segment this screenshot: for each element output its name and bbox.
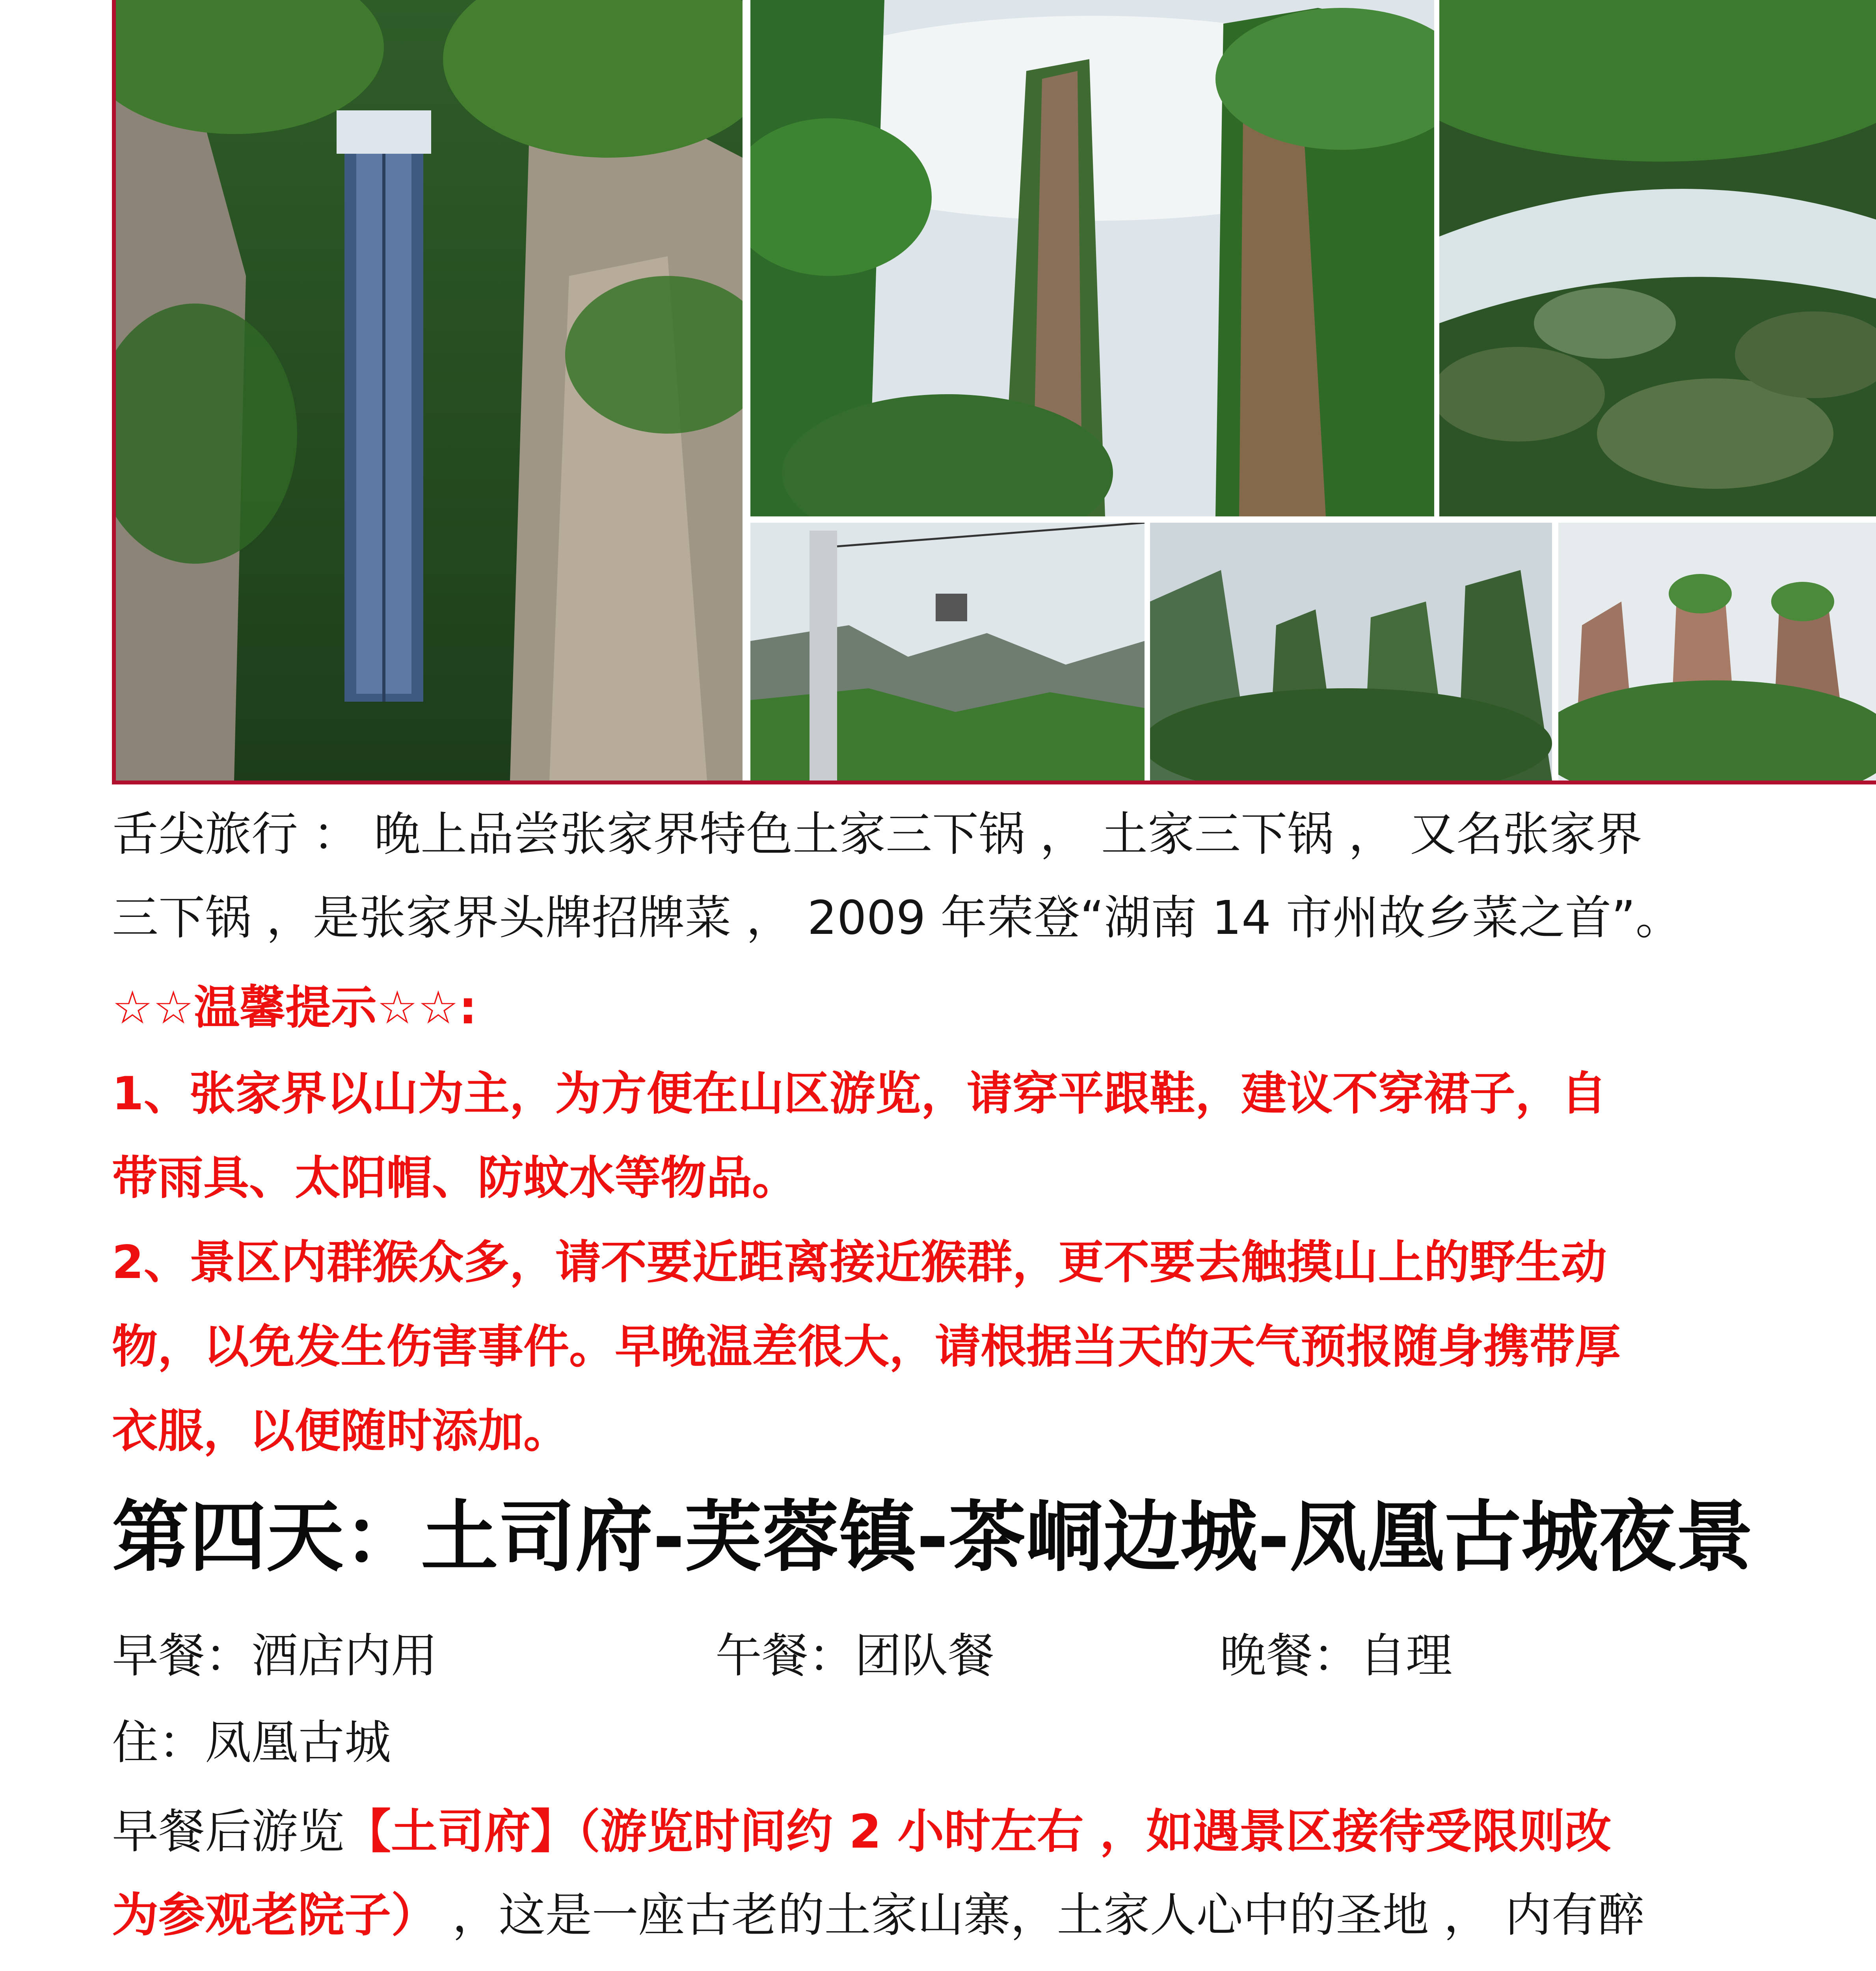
highlight-text: 【土司府】（游览时间约 2 小时左右 ，如遇景区接待受限则改 bbox=[344, 1804, 1612, 1859]
intro-line: 舌尖旅行 ： 晚上品尝张家界特色土家三下锅 ， 土家三下锅 ， 又名张家界 bbox=[112, 807, 1643, 861]
photo-bailong-elevator bbox=[116, 0, 743, 781]
photo-cable-car bbox=[750, 523, 1145, 781]
photo-misty-peaks bbox=[750, 0, 1434, 516]
intro-paragraph bbox=[112, 792, 1767, 959]
paragraph-line bbox=[112, 1957, 1767, 1971]
photo-forest-pillars bbox=[1150, 523, 1552, 781]
tip-item-1-line: 带雨具、太阳帽、防蚊水等物品。 bbox=[112, 1151, 798, 1205]
tip-item-2-line: 2、景区内群猴众多，请不要近距离接近猴群，更不要去触摸山上的野生动 bbox=[112, 1236, 1607, 1289]
tip-item-2-line: 物，以免发生伤害事件。早晚温差很大，请根据当天的天气预报随身携带厚 bbox=[112, 1320, 1621, 1373]
intro-line: 三下锅 ，是张家界头牌招牌菜 ， 2009 年荣登“湖南 14 市州故乡菜之首”。 bbox=[112, 890, 1682, 945]
plain-text: ，这是一座古老的土家山寨，土家人心中的圣地 ， 内有醉 bbox=[437, 1888, 1645, 1942]
tips-title: ☆☆温馨提示☆☆: bbox=[112, 981, 477, 1034]
photo-stream-rocks bbox=[1439, 0, 1876, 516]
photo-sandstone-peaks bbox=[1558, 523, 1876, 781]
photo-collage bbox=[112, 0, 1876, 784]
tip-item-2-line: 衣服，以便随时添加。 bbox=[112, 1405, 569, 1458]
day4-title: 第四天：土司府-芙蓉镇-茶峒边城-凤凰古城夜景 bbox=[112, 1492, 1753, 1582]
highlight-text: 为参观老院子） bbox=[112, 1888, 438, 1942]
accommodation: 住：凤凰古城 bbox=[112, 1715, 391, 1770]
paragraph-line bbox=[112, 1790, 1767, 1873]
plain-text: 早餐后游览 bbox=[112, 1804, 345, 1859]
paragraph-line bbox=[112, 1873, 1767, 1957]
meal-breakfast: 早餐：酒店内用 bbox=[112, 1628, 438, 1683]
tip-item-1-line: 1、张家界以山为主，为方便在山区游览，请穿平跟鞋，建议不穿裙子，自 bbox=[112, 1067, 1607, 1120]
meal-lunch: 午餐：团队餐 bbox=[715, 1628, 995, 1683]
day4-paragraph-tusifu bbox=[112, 1790, 1767, 1971]
meal-dinner: 晚餐：自理 bbox=[1220, 1628, 1453, 1683]
